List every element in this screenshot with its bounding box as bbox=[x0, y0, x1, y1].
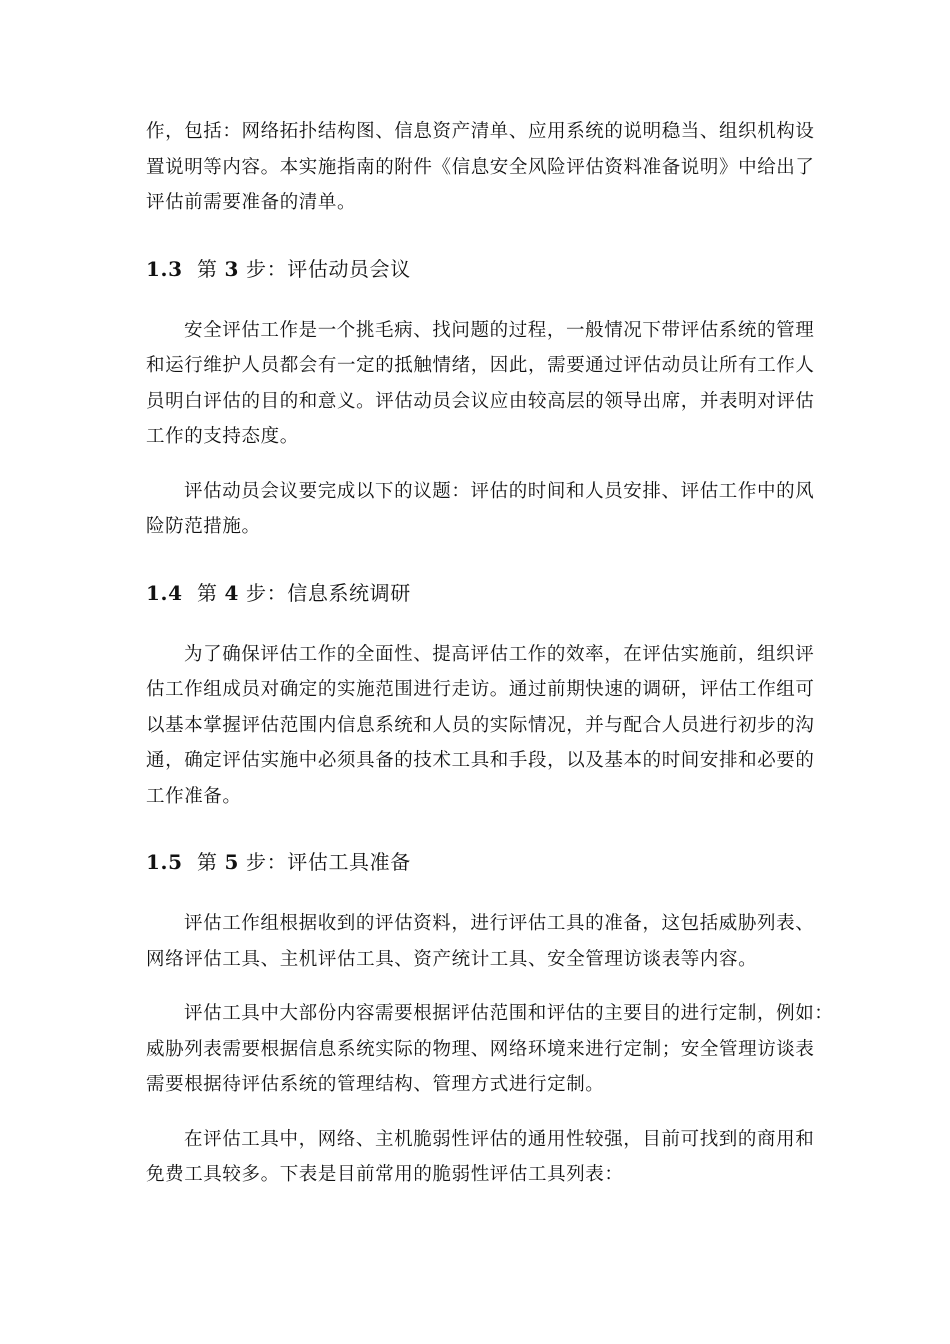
text-line: 员明白评估的目的和意义。评估动员会议应由较高层的领导出席，并表明对评估 bbox=[146, 390, 815, 412]
step-prefix: 第 bbox=[196, 580, 218, 605]
step-prefix: 第 bbox=[196, 850, 218, 874]
text-line: 工作准备。 bbox=[146, 785, 242, 807]
text-line: 估工作组成员对确定的实施范围进行走访。通过前期快速的调研，评估工作组可 bbox=[146, 679, 815, 700]
paragraph bbox=[146, 313, 815, 455]
section-number: 1.3 bbox=[146, 256, 183, 281]
section-title: 评估工具准备 bbox=[287, 850, 411, 874]
paragraph bbox=[146, 906, 815, 977]
text-line: 评估工具中大部份内容需要根据评估范围和评估的主要目的进行定制，例如： bbox=[184, 1003, 834, 1024]
step-suffix: 步： bbox=[246, 850, 288, 874]
text-line: 网络评估工具、主机评估工具、资产统计工具、安全管理访谈表等内容。 bbox=[146, 948, 758, 970]
text-line: 评估工作组根据收到的评估资料，进行评估工具的准备，这包括威胁列表、 bbox=[184, 913, 815, 934]
paragraph bbox=[146, 996, 834, 1103]
section-heading-1-3 bbox=[146, 251, 810, 287]
step-number: 5 bbox=[224, 850, 240, 874]
text-line: 在评估工具中，网络、主机脆弱性评估的通用性较强，目前可找到的商用和 bbox=[184, 1128, 815, 1150]
section-title: 评估动员会议 bbox=[287, 256, 411, 281]
paragraph bbox=[146, 1122, 815, 1193]
text-line: 评估动员会议要完成以下的议题：评估的时间和人员安排、评估工作中的风 bbox=[184, 480, 815, 502]
text-line: 和运行维护人员都会有一定的抵触情绪，因此，需要通过评估动员让所有工作人 bbox=[146, 355, 815, 376]
text-line: 安全评估工作是一个挑毛病、找问题的过程，一般情况下带评估系统的管理 bbox=[184, 319, 815, 341]
text-line: 需要根据待评估系统的管理结构、管理方式进行定制。 bbox=[146, 1074, 605, 1095]
section-number: 1.5 bbox=[146, 850, 183, 874]
step-suffix: 步： bbox=[246, 256, 288, 281]
section-number: 1.4 bbox=[146, 580, 183, 605]
step-suffix: 步： bbox=[246, 580, 288, 605]
text-line: 免费工具较多。下表是目前常用的脆弱性评估工具列表： bbox=[146, 1164, 624, 1185]
section-heading-1-5 bbox=[146, 844, 810, 880]
text-line: 评估前需要准备的清单。 bbox=[146, 192, 357, 213]
text-line: 工作的支持态度。 bbox=[146, 426, 299, 447]
document-page bbox=[146, 114, 834, 1212]
text-line: 通，确定评估实施中必须具备的技术工具和手段，以及基本的时间安排和必要的 bbox=[146, 750, 815, 771]
text-line: 险防范措施。 bbox=[146, 516, 261, 537]
step-number: 4 bbox=[224, 580, 240, 605]
text-line: 置说明等内容。本实施指南的附件《信息安全风险评估资料准备说明》中给出了 bbox=[146, 156, 815, 178]
step-prefix: 第 bbox=[196, 256, 218, 281]
text-line: 威胁列表需要根据信息系统实际的物理、网络环境来进行定制；安全管理访谈表 bbox=[146, 1038, 815, 1060]
section-title: 信息系统调研 bbox=[287, 580, 411, 605]
text-line: 为了确保评估工作的全面性、提高评估工作的效率，在评估实施前，组织评 bbox=[184, 643, 815, 665]
paragraph bbox=[146, 637, 815, 815]
step-number: 3 bbox=[224, 256, 240, 281]
section-heading-1-4 bbox=[146, 575, 810, 611]
paragraph bbox=[146, 474, 815, 545]
intro-paragraph bbox=[146, 114, 815, 221]
text-line: 作，包括：网络拓扑结构图、信息资产清单、应用系统的说明稳当、组织机构设 bbox=[146, 121, 815, 142]
text-line: 以基本掌握评估范围内信息系统和人员的实际情况，并与配合人员进行初步的沟 bbox=[146, 714, 815, 736]
